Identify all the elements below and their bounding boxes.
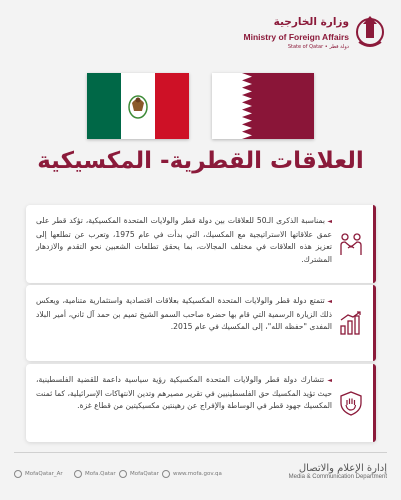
social-instagram[interactable] [119, 470, 159, 478]
social-handle: MofaQatar [130, 471, 159, 477]
social-handle: MofaQatar_Ar [25, 471, 63, 477]
instagram-icon [119, 470, 127, 478]
department-label [289, 463, 387, 480]
card-text: ◄ تتمتع دولة قطر والولايات المتحدة المكسيكية بعلاقات اقتصادية واستثمارية متنامية، ويعكس ذلك الزيارة الرسمية التي قام بها حضرة صاحب السمو الشيخ تميم بن حمد آل ثاني، أمير البلاد المفدى "حفظه الله"، إلى المكسيك في عام 2015. [36, 295, 332, 334]
footer-divider [14, 452, 387, 453]
growth-chart-icon [338, 310, 364, 336]
info-card-palestine [26, 364, 376, 442]
footer [14, 463, 387, 487]
qatar-emblem-icon [353, 12, 387, 50]
x-icon [14, 470, 22, 478]
logo-arabic: وزارة الخارجية [273, 16, 349, 28]
social-facebook[interactable] [74, 470, 116, 478]
info-card-economy [26, 285, 376, 361]
page-title: العلاقات القطرية- المكسيكية [37, 148, 364, 174]
facebook-icon [74, 470, 82, 478]
ministry-logo [237, 10, 387, 55]
card-accent-bar [373, 205, 376, 283]
department-english: Media & Communication Department [288, 474, 387, 480]
mexico-flag [87, 73, 189, 139]
card-text: ◄ تتشارك دولة قطر والولايات المتحدة المكسيكية رؤية سياسية داعمة للقضية الفلسطينية، حيث تؤيد المكسيك حق الفلسطينيين في تقرير مصيرهم وتدين الانتهاكات الإسرائيلية، كما ثمنت المكسيك جهود قطر في الوساطة والإفراج عن رهينتين مكسيكيتين من قطاع غزة. [36, 374, 332, 413]
card-accent-bar [373, 285, 376, 361]
globe-icon [162, 470, 170, 478]
social-website[interactable] [162, 470, 222, 478]
qatar-flag [212, 73, 314, 139]
social-handle: Mofa.Qatar [85, 471, 116, 477]
card-text: ◄ بمناسبة الذكرى الـ50 للعلاقات بين دولة قطر والولايات المتحدة المكسيكية، تؤكد قطر على عمق علاقاتها الاستراتيجية مع المكسيك، التي بدأت في عام 1975، وتعرب عن تطلعها إلى تعزيز هذه العلاقات في مختلف المجالات، بما يحقق تطلعات الشعبين نحو التقدم والازدهار المشترك. [36, 215, 332, 266]
handshake-people-icon [338, 231, 364, 257]
department-arabic: إدارة الإعلام والاتصال [298, 463, 387, 474]
social-twitter-ar[interactable] [14, 470, 63, 478]
card-accent-bar [373, 364, 376, 442]
shield-hand-icon [338, 390, 364, 416]
logo-english: Ministry of Foreign Affairs [243, 32, 349, 42]
info-card-anniversary [26, 205, 376, 283]
logo-subtitle: State of Qatar • دولة قطر [287, 44, 349, 50]
website-link: www.mofa.gov.qa [173, 471, 222, 477]
